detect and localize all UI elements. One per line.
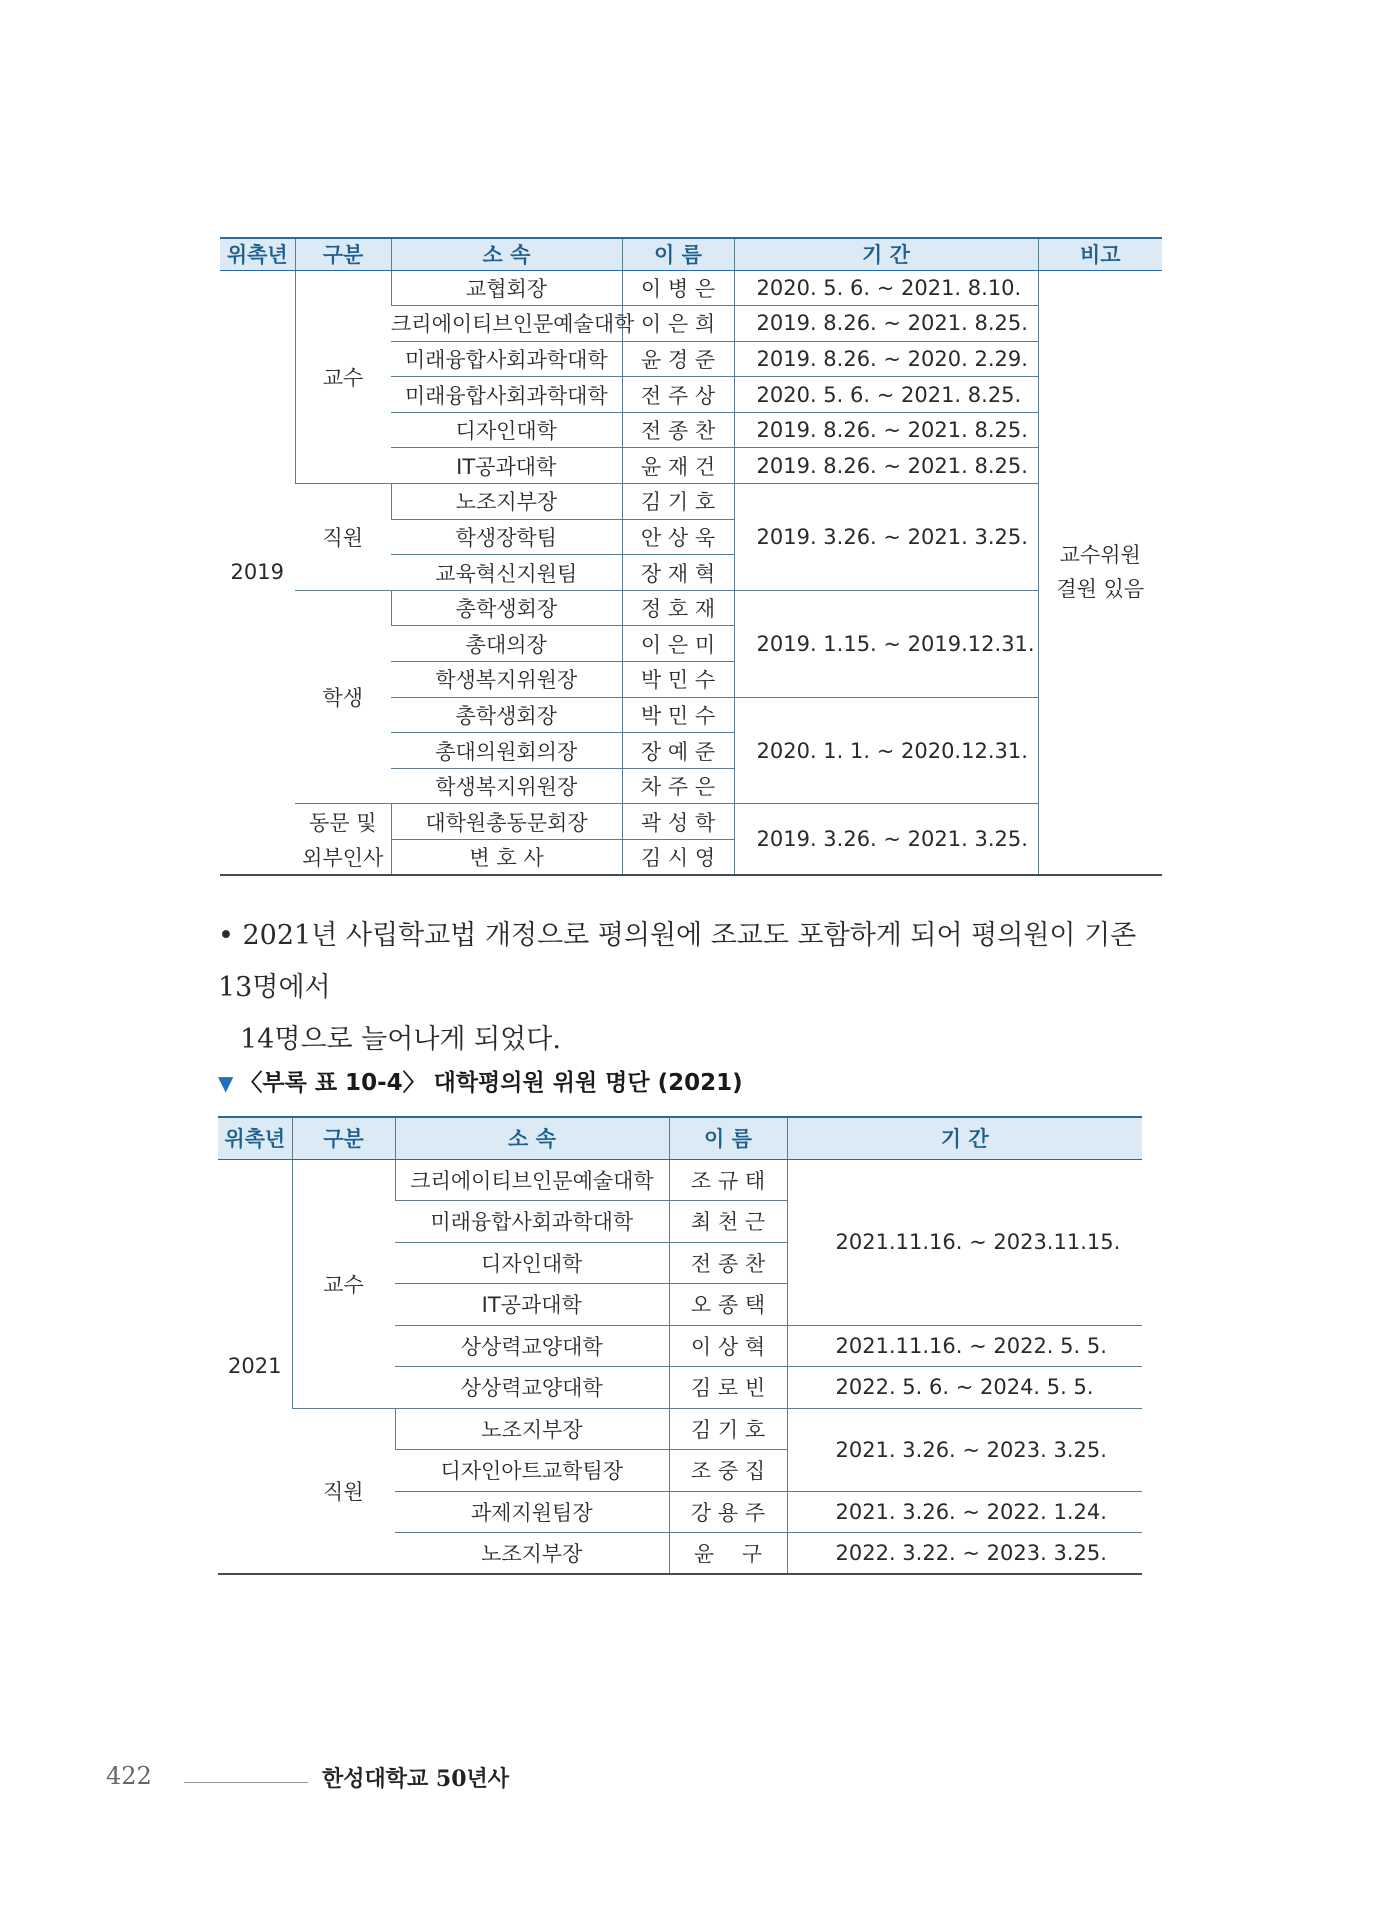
period-cell: 2019. 3.26. ~ 2021. 3.25. <box>734 804 1038 875</box>
period-cell: 2019. 3.26. ~ 2021. 3.25. <box>734 484 1038 591</box>
affiliation-cell: 학생복지위원장 <box>391 662 622 698</box>
name-cell: 윤 구 <box>669 1533 787 1575</box>
remarks-line: 결원 있음 <box>1056 577 1145 602</box>
affiliation-cell: 미래융합사회과학대학 <box>395 1201 669 1243</box>
affiliation-cell: 총학생회장 <box>391 697 622 733</box>
category-cell: 교수 <box>295 270 391 484</box>
note-line: • 2021년 사립학교법 개정으로 평의원에 조교도 포함하게 되어 평의원이 기존 13명에서 <box>218 920 1137 1003</box>
affiliation-cell: 상상력교양대학 <box>395 1367 669 1409</box>
period-cell: 2021. 3.26. ~ 2022. 1.24. <box>787 1491 1142 1533</box>
category-cell: 직원 <box>292 1408 395 1574</box>
caption-text: 〈부록 표 10-4〉 대학평의원 위원 명단 (2021) <box>239 1070 743 1096</box>
period-cell: 2019. 8.26. ~ 2021. 8.25. <box>734 448 1038 484</box>
affiliation-cell: 크리에이티브인문예술대학 <box>391 306 622 342</box>
affiliation-cell: 노조지부장 <box>391 484 622 520</box>
header-period: 기 간 <box>734 238 1038 270</box>
table-row <box>218 1408 1142 1450</box>
category-cell: 직원 <box>295 484 391 591</box>
table-header-row <box>220 238 1162 270</box>
table-row <box>220 590 1162 626</box>
name-cell: 정 호 재 <box>622 590 734 626</box>
period-cell: 2021.11.16. ~ 2022. 5. 5. <box>787 1325 1142 1367</box>
name-cell: 전 종 찬 <box>669 1242 787 1284</box>
table-row <box>218 1159 1142 1201</box>
name-cell: 이 은 희 <box>622 306 734 342</box>
category-cell: 외부인사 <box>295 840 391 876</box>
name-cell: 장 예 준 <box>622 733 734 769</box>
header-affiliation: 소 속 <box>391 238 622 270</box>
table-row <box>220 270 1162 306</box>
name-cell: 김 로 빈 <box>669 1367 787 1409</box>
triangle-down-icon: ▼ <box>218 1071 234 1095</box>
name-cell: 전 종 찬 <box>622 412 734 448</box>
year-cell: 2021 <box>218 1159 292 1574</box>
name-cell: 김 기 호 <box>622 484 734 520</box>
period-cell: 2020. 5. 6. ~ 2021. 8.25. <box>734 377 1038 413</box>
year-cell: 2019 <box>220 270 295 875</box>
name-cell: 강 용 주 <box>669 1491 787 1533</box>
affiliation-cell: 교육혁신지원팀 <box>391 555 622 591</box>
header-name: 이 름 <box>622 238 734 270</box>
name-cell: 차 주 은 <box>622 768 734 804</box>
affiliation-cell: 과제지원팀장 <box>395 1491 669 1533</box>
affiliation-cell: 크리에이티브인문예술대학 <box>395 1159 669 1201</box>
affiliation-cell: 상상력교양대학 <box>395 1325 669 1367</box>
name-cell: 박 민 수 <box>622 697 734 733</box>
name-cell: 장 재 혁 <box>622 555 734 591</box>
period-cell: 2020. 1. 1. ~ 2020.12.31. <box>734 697 1038 804</box>
period-cell: 2019. 8.26. ~ 2021. 8.25. <box>734 412 1038 448</box>
name-cell: 이 상 혁 <box>669 1325 787 1367</box>
page-number: 422 <box>106 1762 152 1790</box>
remarks-cell <box>1038 270 1162 875</box>
name-cell: 안 상 욱 <box>622 519 734 555</box>
affiliation-cell: 총대의원회의장 <box>391 733 622 769</box>
book-title: 한성대학교 50년사 <box>322 1766 510 1792</box>
period-cell: 2021. 3.26. ~ 2023. 3.25. <box>787 1408 1142 1491</box>
category-cell: 교수 <box>292 1159 395 1408</box>
affiliation-cell: 노조지부장 <box>395 1408 669 1450</box>
header-year: 위촉년 <box>218 1117 292 1159</box>
note-line: 14명으로 늘어나게 되었다. <box>240 1024 561 1055</box>
affiliation-cell: 노조지부장 <box>395 1533 669 1575</box>
affiliation-cell: 디자인아트교학팀장 <box>395 1450 669 1492</box>
header-year: 위촉년 <box>220 238 295 270</box>
table-caption <box>218 1064 743 1097</box>
table-row <box>220 484 1162 520</box>
affiliation-cell: 교협회장 <box>391 270 622 306</box>
name-cell: 이 은 미 <box>622 626 734 662</box>
affiliation-cell: 변 호 사 <box>391 840 622 876</box>
period-cell: 2020. 5. 6. ~ 2021. 8.10. <box>734 270 1038 306</box>
note-paragraph <box>218 910 1178 1066</box>
affiliation-cell: IT공과대학 <box>391 448 622 484</box>
name-cell: 최 천 근 <box>669 1201 787 1243</box>
header-name: 이 름 <box>669 1117 787 1159</box>
name-cell: 곽 성 학 <box>622 804 734 840</box>
name-cell: 조 중 집 <box>669 1450 787 1492</box>
affiliation-cell: 총대의장 <box>391 626 622 662</box>
name-cell: 오 종 택 <box>669 1284 787 1326</box>
affiliation-cell: 디자인대학 <box>395 1242 669 1284</box>
name-cell: 윤 재 건 <box>622 448 734 484</box>
period-cell: 2019. 1.15. ~ 2019.12.31. <box>734 590 1038 697</box>
committee-table-2019 <box>220 237 1162 876</box>
name-cell: 윤 경 준 <box>622 341 734 377</box>
remarks-line: 교수위원 <box>1059 543 1141 568</box>
header-period: 기 간 <box>787 1117 1142 1159</box>
header-remarks: 비고 <box>1038 238 1162 270</box>
name-cell: 김 시 영 <box>622 840 734 876</box>
period-cell: 2019. 8.26. ~ 2020. 2.29. <box>734 341 1038 377</box>
header-affiliation: 소 속 <box>395 1117 669 1159</box>
affiliation-cell: 대학원총동문회장 <box>391 804 622 840</box>
footer-divider <box>184 1782 308 1783</box>
affiliation-cell: 학생복지위원장 <box>391 768 622 804</box>
period-cell: 2019. 8.26. ~ 2021. 8.25. <box>734 306 1038 342</box>
affiliation-cell: IT공과대학 <box>395 1284 669 1326</box>
category-cell: 학생 <box>295 590 391 804</box>
header-category: 구분 <box>295 238 391 270</box>
affiliation-cell: 총학생회장 <box>391 590 622 626</box>
table-row <box>220 804 1162 840</box>
affiliation-cell: 학생장학팀 <box>391 519 622 555</box>
name-cell: 조 규 태 <box>669 1159 787 1201</box>
period-cell: 2022. 5. 6. ~ 2024. 5. 5. <box>787 1367 1142 1409</box>
name-cell: 김 기 호 <box>669 1408 787 1450</box>
affiliation-cell: 미래융합사회과학대학 <box>391 377 622 413</box>
header-category: 구분 <box>292 1117 395 1159</box>
table-header-row <box>218 1117 1142 1159</box>
period-cell: 2022. 3.22. ~ 2023. 3.25. <box>787 1533 1142 1575</box>
name-cell: 박 민 수 <box>622 662 734 698</box>
period-cell: 2021.11.16. ~ 2023.11.15. <box>787 1159 1142 1325</box>
affiliation-cell: 미래융합사회과학대학 <box>391 341 622 377</box>
name-cell: 이 병 은 <box>622 270 734 306</box>
name-cell: 전 주 상 <box>622 377 734 413</box>
category-cell: 동문 및 <box>308 810 377 835</box>
committee-table-2021 <box>218 1116 1142 1575</box>
affiliation-cell: 디자인대학 <box>391 412 622 448</box>
